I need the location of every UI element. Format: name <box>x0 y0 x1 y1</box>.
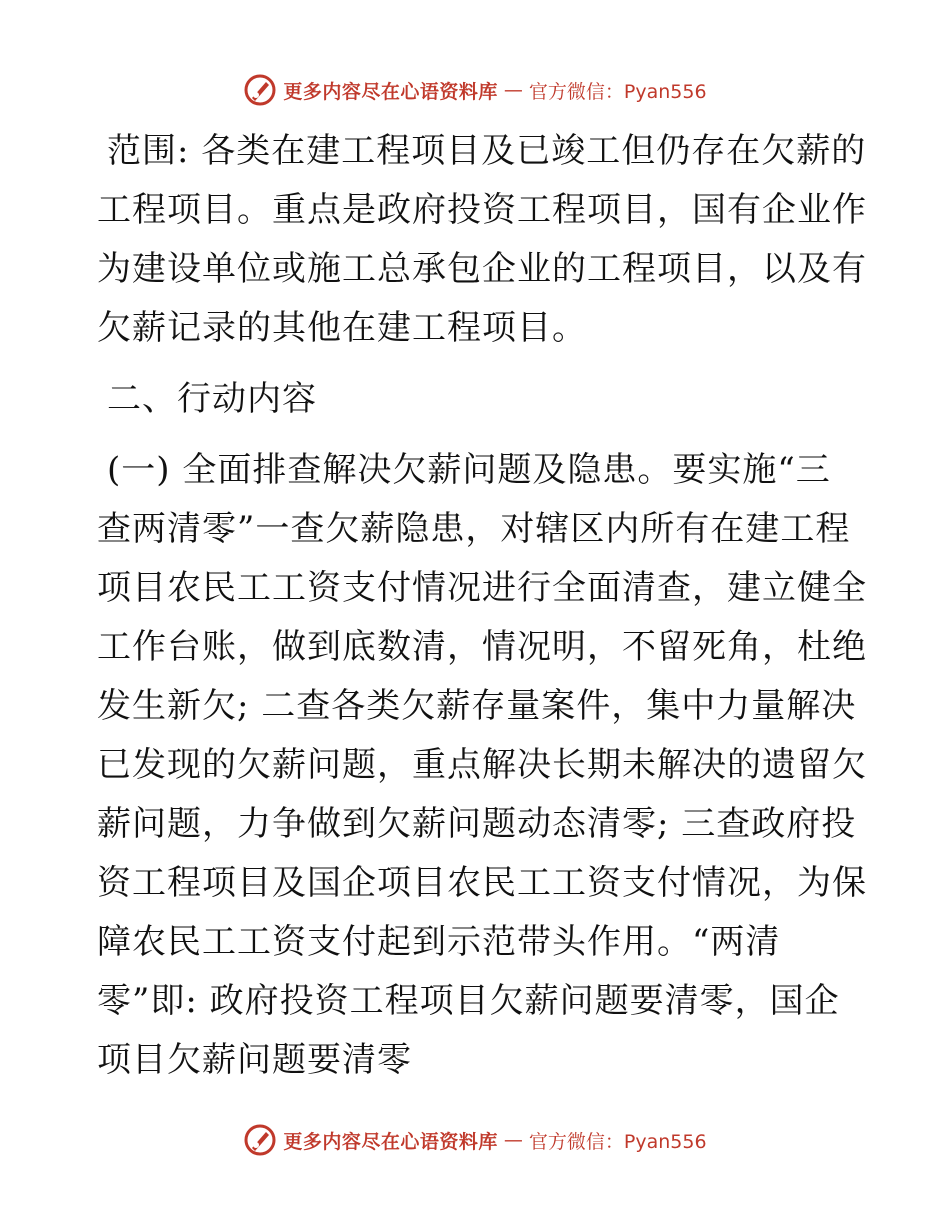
text-line: 资工程项目及国企项目农民工工资支付情况，为保 <box>97 863 867 903</box>
banner-separator: — <box>503 1129 523 1151</box>
pen-logo-icon <box>243 73 277 107</box>
heading-line: 二、行动内容 <box>107 379 317 419</box>
text-line: (一) 全面排查解决欠薪问题及隐患。要实施“三 <box>107 450 831 490</box>
banner-text: 更多内容尽在心语资料库 <box>283 80 498 103</box>
text-line: 工程项目。重点是政府投资工程项目，国有企业作 <box>97 190 867 230</box>
footer-banner <box>0 1122 950 1158</box>
document-body <box>97 122 867 1090</box>
banner-wechat: 官方微信：Pyan556 <box>528 1130 707 1153</box>
banner-separator: — <box>503 79 523 101</box>
text-line: 查两清零”一查欠薪隐患，对辖区内所有在建工程 <box>97 509 851 549</box>
text-line: 已发现的欠薪问题，重点解决长期未解决的遗留欠 <box>97 745 867 785</box>
banner-text: 更多内容尽在心语资料库 <box>283 1130 498 1153</box>
text-line: 为建设单位或施工总承包企业的工程项目，以及有 <box>97 249 867 289</box>
text-line: 项目农民工工资支付情况进行全面清查，建立健全 <box>97 568 867 608</box>
paragraph-scope <box>97 122 867 358</box>
paragraph-action-content <box>97 441 867 1090</box>
text-line: 项目欠薪问题要清零 <box>97 1040 412 1080</box>
text-line: 欠薪记录的其他在建工程项目。 <box>97 308 587 348</box>
text-line: 发生新欠; 二查各类欠薪存量案件，集中力量解决 <box>97 686 857 726</box>
header-banner <box>0 72 950 108</box>
text-line: 零”即: 政府投资工程项目欠薪问题要清零，国企 <box>97 981 840 1021</box>
banner-wechat: 官方微信：Pyan556 <box>528 80 707 103</box>
text-line: 范围: 各类在建工程项目及已竣工但仍存在欠薪的 <box>107 131 867 171</box>
text-line: 薪问题，力争做到欠薪问题动态清零; 三查政府投 <box>97 804 857 844</box>
text-line: 障农民工工资支付起到示范带头作用。“两清 <box>97 922 781 962</box>
pen-logo-icon <box>243 1123 277 1157</box>
text-line: 工作台账，做到底数清，情况明，不留死角，杜绝 <box>97 627 867 667</box>
section-heading <box>97 370 857 429</box>
